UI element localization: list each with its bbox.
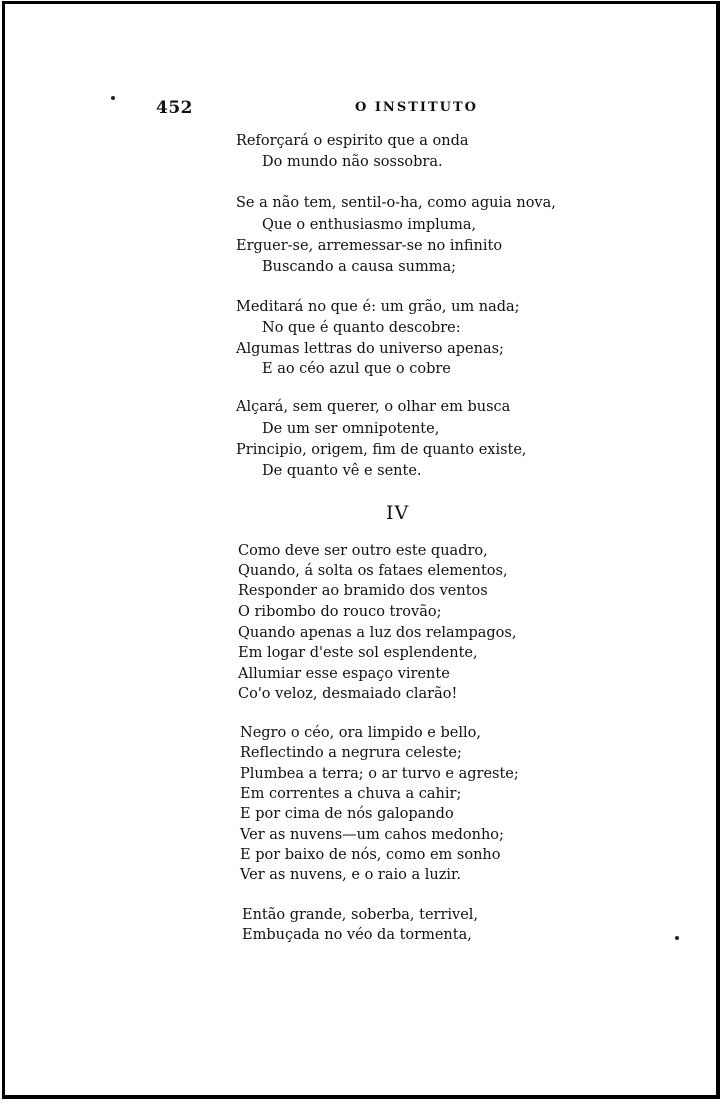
poem-line: Alçará, sem querer, o olhar em busca — [236, 399, 511, 415]
poem-line: Meditará no que é: um grão, um nada; — [236, 299, 520, 315]
poem-line: Reforçará o espirito que a onda — [236, 133, 469, 149]
poem-line: Ver as nuvens—um cahos medonho; — [240, 827, 504, 843]
poem-line: Co'o veloz, desmaiado clarão! — [238, 686, 458, 702]
poem-line: No que é quanto descobre: — [262, 320, 461, 336]
poem-line: Ver as nuvens, e o raio a luzir. — [240, 867, 461, 883]
poem-line: Algumas lettras do universo apenas; — [236, 341, 504, 357]
poem-line: Responder ao bramido dos ventos — [238, 583, 488, 599]
poem-line: Erguer-se, arremessar-se no infinito — [236, 238, 503, 254]
poem-line: Embuçada no véo da tormenta, — [242, 927, 472, 943]
poem-line: E por baixo de nós, como em sonho — [240, 847, 501, 863]
poem-line: Buscando a causa summa; — [262, 259, 457, 275]
poem-line: Principio, origem, fim de quanto existe, — [236, 442, 527, 458]
section-heading: IV — [386, 502, 410, 524]
poem-line: Allumiar esse espaço virente — [238, 666, 450, 682]
poem-line: O ribombo do rouco trovão; — [238, 604, 442, 620]
poem-line: Em correntes a chuva a cahir; — [240, 786, 462, 802]
poem-line: Que o enthusiasmo impluma, — [262, 217, 477, 233]
poem-line: Quando, á solta os fataes elementos, — [238, 563, 508, 579]
poem-line: Então grande, soberba, terrivel, — [242, 907, 479, 923]
ink-speck — [111, 96, 115, 100]
ink-speck — [675, 936, 679, 940]
poem-line: Negro o céo, ora limpido e bello, — [240, 725, 481, 741]
poem-line: Plumbea a terra; o ar turvo e agreste; — [240, 766, 519, 782]
running-title: O INSTITUTO — [355, 100, 478, 115]
poem-line: E ao céo azul que o cobre — [262, 361, 451, 377]
poem-line: Reflectindo a negrura celeste; — [240, 745, 462, 761]
poem-line: De um ser omnipotente, — [262, 421, 440, 437]
poem-line: E por cima de nós galopando — [240, 806, 454, 822]
poem-line: Em logar d'este sol esplendente, — [238, 645, 478, 661]
poem-line: Como deve ser outro este quadro, — [238, 543, 488, 559]
poem-line: Se a não tem, sentil-o-ha, como aguia nova, — [236, 195, 556, 211]
poem-line: De quanto vê e sente. — [262, 463, 422, 479]
poem-line: Quando apenas a luz dos relampagos, — [238, 625, 517, 641]
poem-line: Do mundo não sossobra. — [262, 154, 443, 170]
page-number: 452 — [156, 98, 193, 118]
